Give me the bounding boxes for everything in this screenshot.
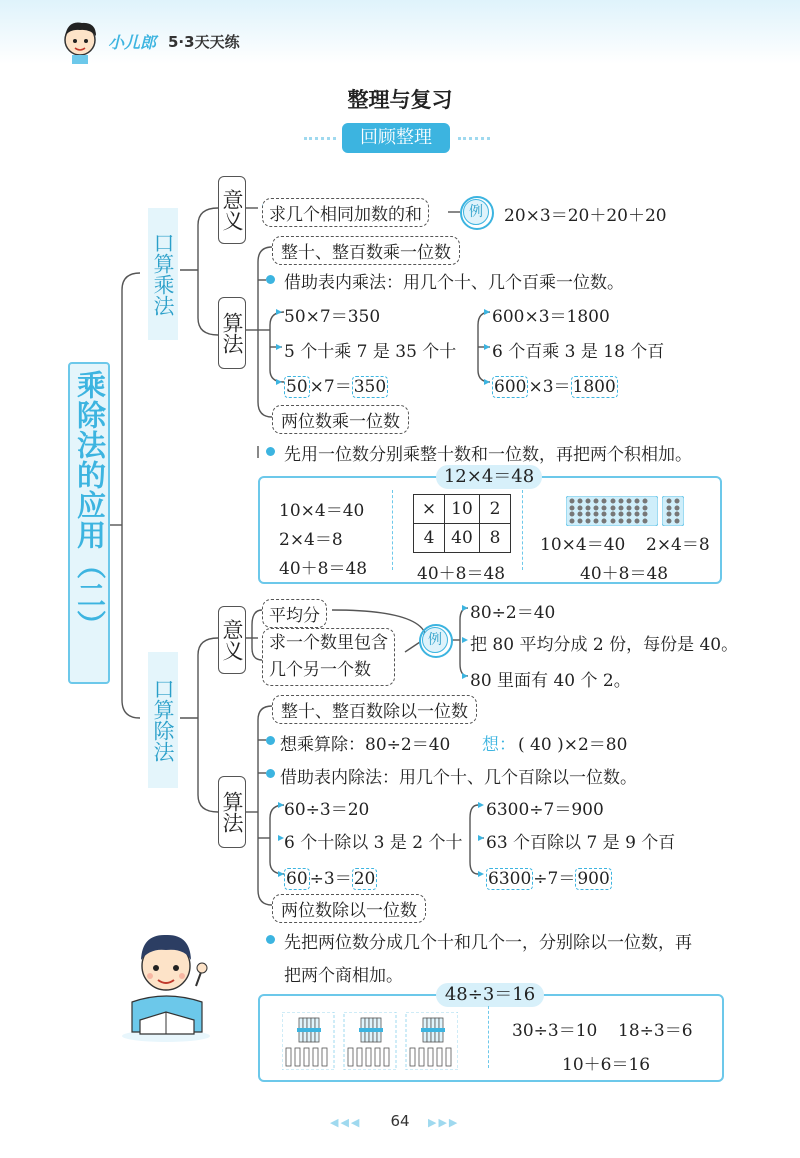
grid-cell: 10 <box>445 495 480 524</box>
bullet-dot <box>266 447 275 456</box>
bullet-dot <box>266 736 275 745</box>
div-branch-label: 口算除法 <box>148 652 178 788</box>
highlight-tens: 60 <box>286 869 308 889</box>
divider <box>522 490 523 570</box>
div-eq1: 30÷3＝10 <box>512 1021 598 1041</box>
bullet-dot <box>266 769 275 778</box>
div-two-digit: 两位数除以一位数 <box>272 894 426 923</box>
dots-eq2: 2×4＝8 <box>646 535 710 555</box>
bundle-sticks-icon <box>282 1012 458 1074</box>
div-method-label: 算法 <box>218 776 246 848</box>
div-ex2-step: 63 个百除以 7 是 9 个百 <box>486 833 676 853</box>
div-two-digit-method-2: 把两个商相加。 <box>284 966 403 986</box>
div-think-expr: ( 40 )×2＝80 <box>518 735 628 755</box>
mult-example-badge-text: 例 <box>463 199 489 225</box>
div-ex-line3: 80 里面有 40 个 2。 <box>470 671 631 691</box>
bullet-dot <box>266 275 275 284</box>
highlight-result: 350 <box>353 377 387 397</box>
div-ex-eq: 80÷2＝40 <box>470 603 556 623</box>
page-number: 64 <box>390 1112 410 1130</box>
page-title: 整理与复习 <box>347 88 453 112</box>
mult-table-method: 借助表内乘法：用几个十、几个百乘一位数。 <box>284 273 624 293</box>
highlight-hundreds: 600 <box>494 377 527 397</box>
mult-col1-line: 40＋8＝48 <box>279 559 368 579</box>
grid-cell: × <box>414 495 445 524</box>
div-ex1-step: 6 个十除以 3 是 2 个十 <box>284 833 463 853</box>
grid-sum: 40＋8＝48 <box>417 564 506 584</box>
footer-arrows-left: ◀◀◀ <box>330 1116 362 1129</box>
series-name: 5·3天天练 <box>168 33 240 51</box>
mult-panel-title: 12×4＝48 <box>436 465 542 489</box>
result-op: ÷7＝ <box>533 869 576 889</box>
grid-cell: 40 <box>445 524 480 553</box>
result-op: ÷3＝ <box>309 869 352 889</box>
div-ex1-eq: 60÷3＝20 <box>284 800 370 820</box>
div-whole-tens: 整十、整百数除以一位数 <box>272 695 477 724</box>
highlight-hundreds: 6300 <box>488 869 532 889</box>
div-contain-line1: 求一个数里包含 <box>269 633 388 653</box>
grid-cell: 4 <box>414 524 445 553</box>
div-ex2-result <box>486 864 612 889</box>
mult-ex1-step: 5 个十乘 7 是 35 个十 <box>284 342 457 362</box>
div-ex2-eq: 6300÷7＝900 <box>486 800 604 820</box>
mult-col1-line: 2×4＝8 <box>279 530 343 550</box>
divider <box>488 1006 489 1068</box>
main-topic-text: 乘除法的应用（二） <box>73 370 107 640</box>
mult-two-digit: 两位数乘一位数 <box>272 405 409 434</box>
footer-arrows-right: ▶▶▶ <box>428 1116 460 1129</box>
div-contain <box>262 628 395 686</box>
mult-whole-tens: 整十、整百数乘一位数 <box>272 236 460 265</box>
highlight-result: 20 <box>353 869 376 889</box>
div-panel-title: 48÷3＝16 <box>436 983 544 1007</box>
divider <box>392 490 393 570</box>
student-illustration <box>118 920 214 1048</box>
result-op: ×7＝ <box>309 377 352 397</box>
section-label: 回顾整理 <box>342 123 450 153</box>
div-meaning-label: 意义 <box>218 606 246 674</box>
div-think-mult: 想乘算除：80÷2＝40 <box>280 735 451 755</box>
div-avg: 平均分 <box>262 599 327 628</box>
highlight-result: 900 <box>577 869 610 889</box>
brand-logo: 小儿郎 <box>108 33 157 52</box>
dots-eq1: 10×4＝40 <box>540 535 626 555</box>
div-example-badge-text: 例 <box>422 627 448 653</box>
mult-method-label: 算法 <box>218 297 246 369</box>
div-eq2: 18÷3＝6 <box>618 1021 693 1041</box>
dot-array-ones <box>662 496 684 530</box>
mult-ex2-eq: 600×3＝1800 <box>492 307 610 327</box>
mult-ex2-result <box>492 372 618 397</box>
div-think-label: 想： <box>482 735 516 755</box>
div-eq3: 10＋6＝16 <box>562 1055 651 1075</box>
mult-ex1-result <box>284 372 388 397</box>
mult-branch-label: 口算乘法 <box>148 208 178 340</box>
div-two-digit-method-1: 先把两位数分成几个十和几个一，分别除以一位数，再 <box>284 933 692 953</box>
area-model-grid <box>413 494 511 553</box>
highlight-result: 1800 <box>572 377 616 397</box>
mult-col1-line: 10×4＝40 <box>279 501 365 521</box>
div-ex1-result <box>284 864 377 889</box>
mult-example-eq: 20×3＝20＋20＋20 <box>504 206 667 226</box>
result-op: ×3＝ <box>528 377 571 397</box>
grid-cell: 8 <box>480 524 511 553</box>
mult-meaning-text: 求几个相同加数的和 <box>262 198 429 227</box>
dot-array-tens <box>566 496 658 530</box>
grid-cell: 2 <box>480 495 511 524</box>
div-contain-line2: 几个另一个数 <box>269 660 371 680</box>
mult-meaning-label: 意义 <box>218 176 246 244</box>
mult-ex2-step: 6 个百乘 3 是 18 个百 <box>492 342 665 362</box>
div-ex-line2: 把 80 平均分成 2 份，每份是 40。 <box>470 635 739 655</box>
div-table-method: 借助表内除法：用几个十、几个百除以一位数。 <box>280 768 637 788</box>
highlight-tens: 50 <box>286 377 308 397</box>
bullet-dot <box>266 935 275 944</box>
dots-sum: 40＋8＝48 <box>580 564 669 584</box>
mult-ex1-eq: 50×7＝350 <box>284 307 381 327</box>
mult-two-digit-method: 先用一位数分别乘整十数和一位数，再把两个积相加。 <box>284 445 692 465</box>
